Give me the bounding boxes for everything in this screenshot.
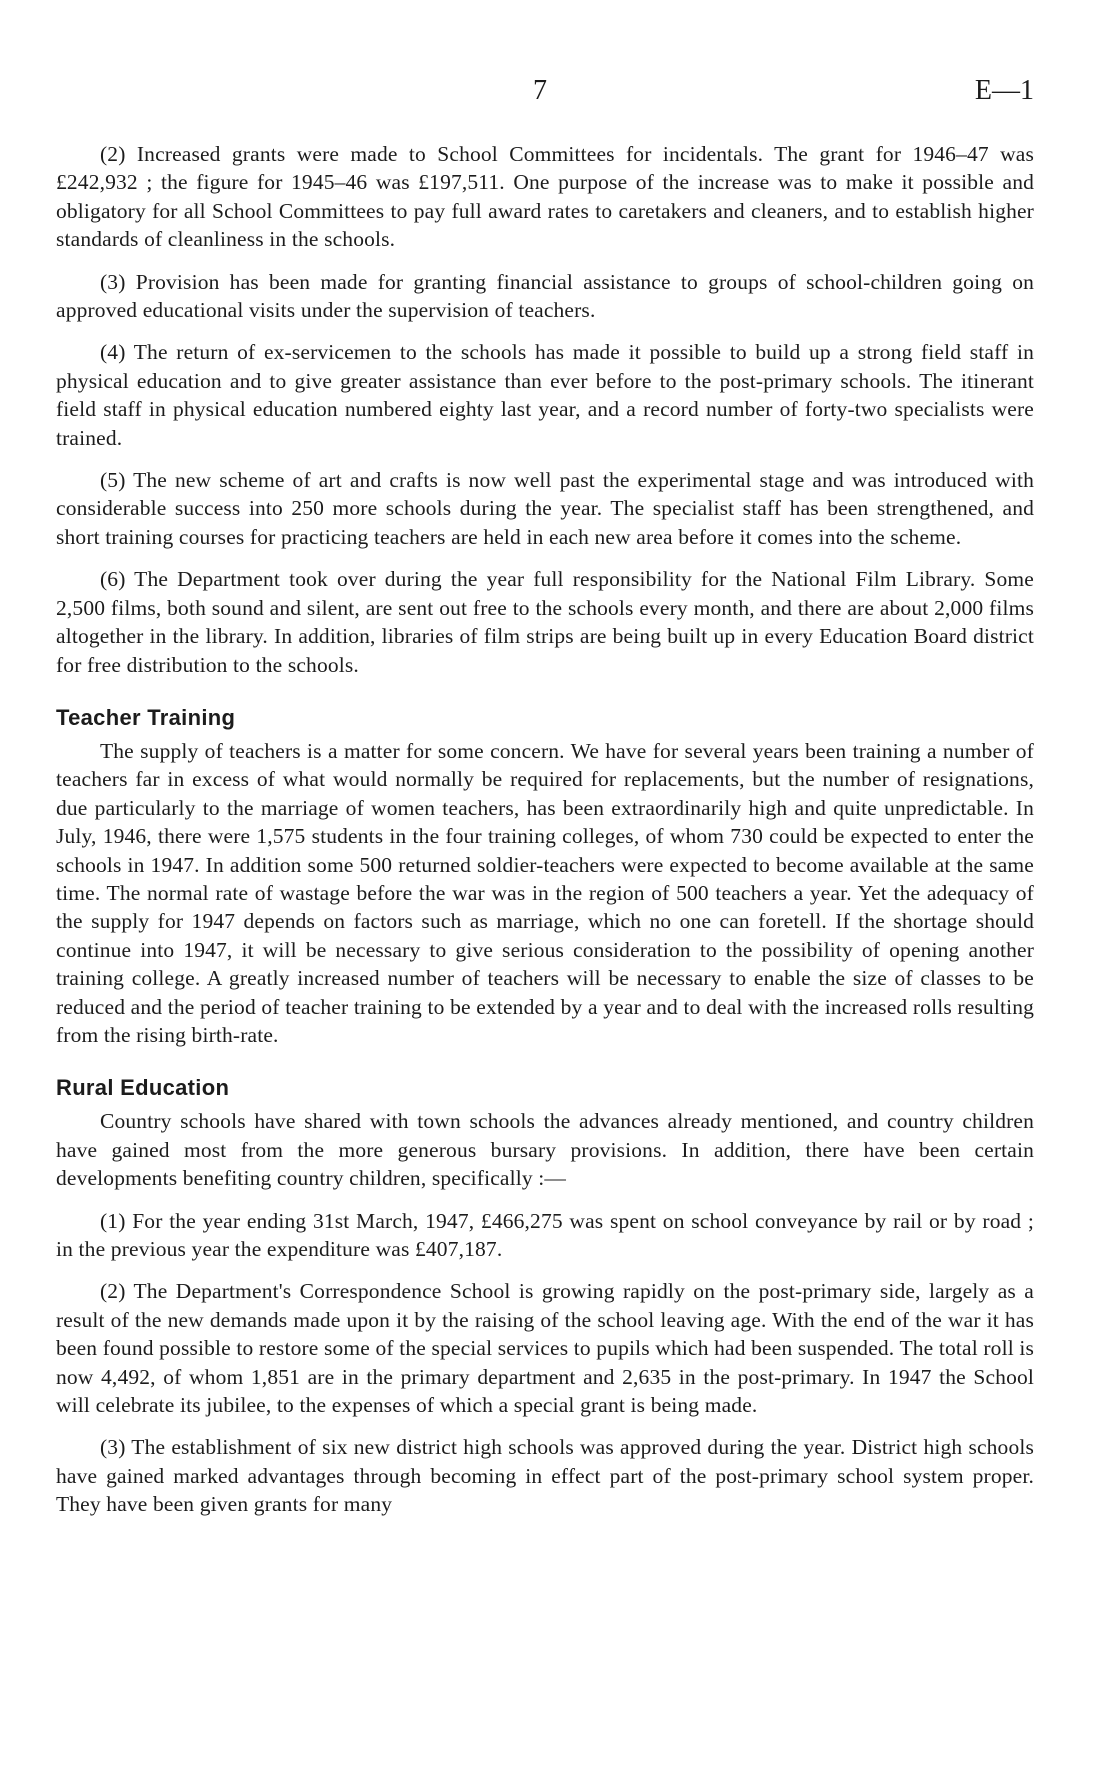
rural-education-paragraph-1: (1) For the year ending 31st March, 1947, £466,275 was spent on school conveyance by rail or by road ; in the previous year the expenditure was £407,187.: [56, 1208, 1034, 1261]
rural-education-paragraph-3: (3) The establishment of six new district high schools was approved during the year. District high schools have gained marked advantages through becoming in effect part of the post-primary school system proper. They have been given grants for many: [56, 1435, 1034, 1517]
page-number: 7: [533, 75, 547, 106]
rural-education-paragraph-2: (2) The Department's Correspondence School is growing rapidly on the post-primary side, largely as a result of the new demands made upon it by the raising of the school leaving age. With the end of the war it has been found possible to restore some of the special services to pupils which had been suspended. The total roll is now 4,492, of whom 1,851 are in the primary department and 2,635 in the post-primary. In 1947 the School will celebrate its jubilee, to the expenses of which a special grant is being made.: [56, 1279, 1034, 1418]
document-body: [56, 140, 1034, 1533]
intro-paragraph-5: (5) The new scheme of art and crafts is now well past the experimental stage and was introduced with considerable success into 250 more schools during the year. The specialist staff has been strengthened, and short training courses for practicing teachers are held in each new area before it comes into the scheme.: [56, 468, 1034, 549]
section-heading-teacher-training: Teacher Training: [56, 704, 236, 730]
intro-paragraph-6: (6) The Department took over during the year full responsibility for the National Film Library. Some 2,500 films, both sound and silent, are sent out free to the schools every month, and there are about 2,000 films altogether in the library. In addition, libraries of film strips are being built up in every Education Board district for free distribution to the schools.: [56, 567, 1034, 677]
intro-section: [56, 140, 1034, 679]
rural-education-section: [56, 1075, 1034, 1518]
intro-paragraph-2: (2) Increased grants were made to School Committees for incidentals. The grant for 1946–47 was £242,932 ; the figure for 1945–46 was £197,511. One purpose of the increase was to make it possible and obligatory for all School Committees to pay full award rates to caretakers and cleaners, and to establish higher standards of cleanliness in the schools.: [56, 142, 1034, 252]
intro-paragraph-3: (3) Provision has been made for granting financial assistance to groups of school-children going on approved educational visits under the supervision of teachers.: [56, 269, 1034, 323]
rural-education-intro-paragraph: Country schools have shared with town schools the advances already mentioned, and country children have gained most from the more generous bursary provisions. In addition, there have been certain developments benefiting country children, specifically :—: [56, 1109, 1034, 1191]
teacher-training-section: [56, 705, 1034, 1049]
section-heading-rural-education: Rural Education: [56, 1075, 230, 1101]
report-code: E—1: [974, 75, 1034, 106]
intro-paragraph-4: (4) The return of ex-servicemen to the schools has made it possible to build up a strong field staff in physical education and to give greater assistance than ever before to the post-primary schools. The itinerant field staff in physical education numbered eighty last year, and a record number of forty-two specialists were trained.: [56, 340, 1034, 450]
page-header: [0, 75, 1114, 115]
teacher-training-paragraph: The supply of teachers is a matter for some concern. We have for several years been training a number of teachers far in excess of what would normally be required for replacements, but the number of resignations, due particularly to the marriage of women teachers, has been extraordinarily high and quite unpredictable. In July, 1946, there were 1,575 students in the four training colleges, of whom 730 could be expected to enter the schools in 1947. In addition some 500 returned soldier-teachers were expected to become available at the same time. The normal rate of wastage before the war was in the region of 500 teachers a year. Yet the adequacy of the supply for 1947 depends on factors such as marriage, which no one can foretell. If the shortage should continue into 1947, it will be necessary to give serious consideration to the possibility of opening another training college. A greatly increased number of teachers will be necessary to enable the size of classes to be reduced and the period of teacher training to be extended by a year and to deal with the increased rolls resulting from the rising birth-rate.: [56, 738, 1034, 1047]
